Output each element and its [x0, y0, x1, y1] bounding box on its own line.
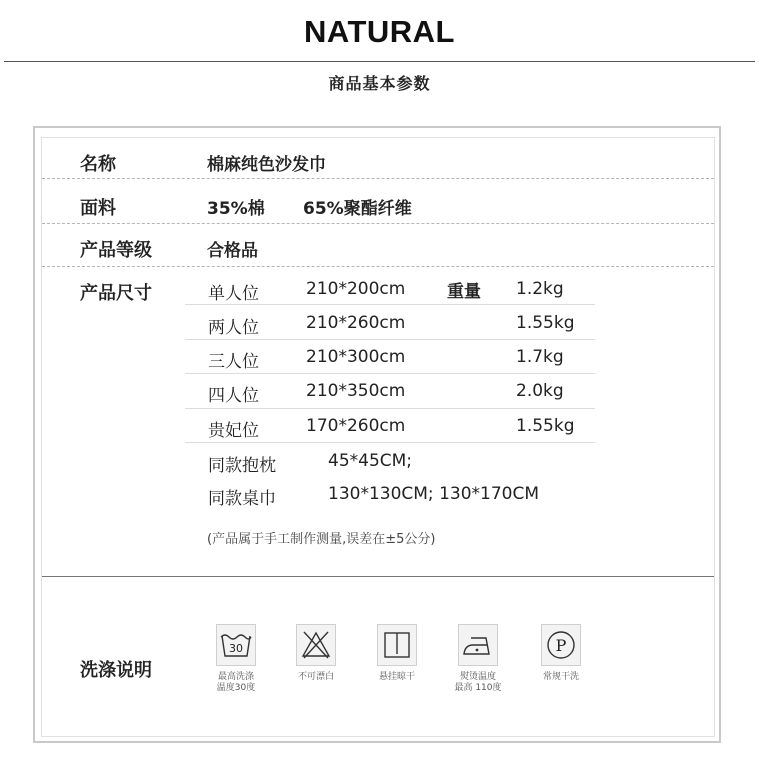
fabric-polyester: 65%聚酯纤维 — [303, 199, 412, 219]
size-row-line — [185, 339, 595, 340]
row-divider — [42, 223, 714, 224]
size-row-line — [185, 373, 595, 374]
grade-label: 产品等级 — [80, 240, 152, 261]
wash-30-icon — [216, 624, 256, 666]
pillow-value: 45*45CM; — [328, 451, 413, 471]
size-dimension: 210*300cm — [306, 347, 406, 367]
measurement-note: (产品属于手工制作测量,误差在±5公分) — [207, 532, 436, 547]
care-caption: 不可漂白 — [297, 672, 334, 682]
size-weight: 1.55kg — [516, 416, 575, 436]
name-value: 棉麻纯色沙发巾 — [207, 155, 326, 175]
pillow-label: 同款抱枕 — [208, 456, 276, 476]
care-caption: 最高 110度 — [454, 683, 502, 693]
size-row-line — [185, 408, 595, 409]
row-divider — [42, 178, 714, 179]
iron-icon — [458, 624, 498, 666]
care-caption: 常规干洗 — [542, 672, 579, 682]
size-row-line — [185, 442, 595, 443]
size-seat: 四人位 — [208, 386, 259, 406]
care-item-hang-dry — [362, 624, 432, 683]
brand-title: NATURAL — [303, 14, 455, 49]
fabric-label: 面料 — [80, 198, 116, 219]
care-item-wash — [201, 624, 271, 694]
size-dimension: 210*350cm — [306, 381, 406, 401]
dry-clean-letter: P — [555, 636, 567, 655]
size-seat: 单人位 — [208, 284, 259, 304]
size-dimension: 210*260cm — [306, 313, 406, 333]
care-item-iron — [443, 624, 513, 694]
care-item-dry-clean — [526, 624, 596, 683]
size-dimension: 170*260cm — [306, 416, 406, 436]
table-cloth-label: 同款桌巾 — [208, 489, 276, 509]
care-caption: 最高洗涤 — [217, 672, 254, 682]
size-label: 产品尺寸 — [80, 283, 152, 304]
size-dimension: 210*200cm — [306, 279, 406, 299]
grade-value: 合格品 — [207, 241, 258, 261]
no-bleach-icon — [296, 624, 336, 666]
care-caption: 悬挂晾干 — [378, 672, 415, 682]
size-row-line — [185, 304, 595, 305]
section-divider — [42, 576, 714, 577]
dry-clean-p-icon — [541, 624, 581, 666]
weight-header: 重量 — [447, 282, 481, 302]
wash-temp-number: 30 — [229, 642, 243, 655]
header-divider — [4, 61, 755, 62]
page-subtitle: 商品基本参数 — [328, 74, 431, 93]
row-divider — [42, 266, 714, 267]
size-seat: 贵妃位 — [208, 421, 259, 441]
table-cloth-value: 130*130CM; 130*170CM — [328, 484, 539, 504]
name-label: 名称 — [80, 154, 116, 175]
care-item-no-bleach — [281, 624, 351, 683]
size-weight: 1.55kg — [516, 313, 575, 333]
size-weight: 2.0kg — [516, 381, 564, 401]
care-label: 洗涤说明 — [80, 660, 152, 681]
size-seat: 两人位 — [208, 318, 259, 338]
fabric-cotton: 35%棉 — [207, 199, 265, 219]
size-seat: 三人位 — [208, 352, 259, 372]
hang-dry-icon — [377, 624, 417, 666]
size-weight: 1.2kg — [516, 279, 564, 299]
care-caption: 温度30度 — [216, 683, 256, 693]
care-caption: 熨烫温度 — [459, 672, 496, 682]
size-weight: 1.7kg — [516, 347, 564, 367]
